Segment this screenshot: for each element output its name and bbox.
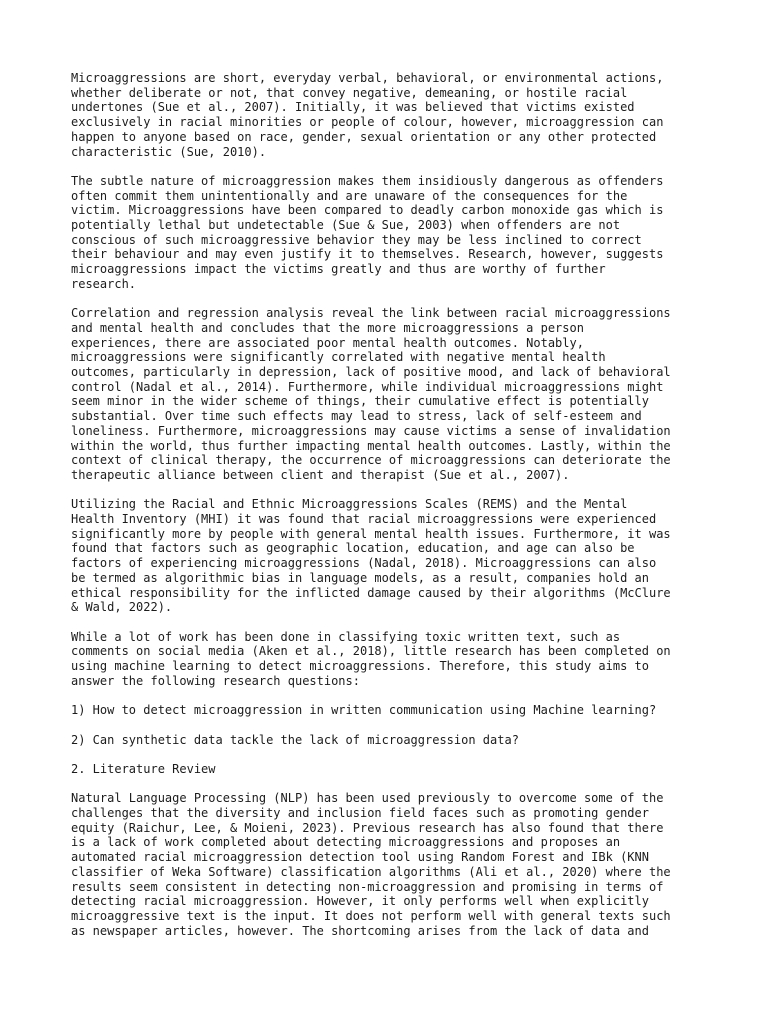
paragraph-study-aims: While a lot of work has been done in classifying toxic written text, such as comments on social media (Aken et al., 2018), little research has been completed on using machine learning to detect microaggressions. Therefore, this study aims to answer the following research questions: (71, 629, 671, 688)
paragraph-intro-definition: Microaggressions are short, everyday verbal, behavioral, or environmental actions, whether deliberate or not, that convey negative, demeaning, or hostile racial undertones (Sue et al., 2007). Initially, it was believed that victims existed exclusively in racial minorities or people of colour, however, microaggression can happen to anyone based on race, gender, sexual orientation or any other protected characteristic (Sue, 2010). (71, 71, 664, 159)
paragraph-mental-health-correlation: Correlation and regression analysis reveal the link between racial microaggressions and mental health and concludes that the more microaggressions a person experiences, there are associated poor mental health outcomes. Notably, microaggressions were significantly correlated with negative mental health outcomes, particularly in depression, lack of positive mood, and lack of behavioral control (Nadal et al., 2014). Furthermore, while individual microaggressions might seem minor in the wider scheme of things, their cumulative effect is potentially substantial. Over time such effects may lead to stress, lack of self-esteem and loneliness. Furthermore, microaggressions may cause victims a sense of invalidation within the world, thus further impacting mental health outcomes. Lastly, within the context of clinical therapy, the occurrence of microaggressions can deteriorate the therapeutic alliance between client and therapist (Sue et al., 2007). (71, 306, 671, 482)
paragraph-rems-mhi: Utilizing the Racial and Ethnic Microaggressions Scales (REMS) and the Mental Health Inventory (MHI) it was found that racial microaggressions were experienced significantly more by people with general mental health issues. Furthermore, it was found that factors such as geographic location, education, and age can also be factors of experiencing microaggressions (Nadal, 2018). Microaggressions can also be termed as algorithmic bias in language models, as a result, companies hold an ethical responsibility for the inflicted damage caused by their algorithms (McClure & Wald, 2022). (71, 497, 671, 615)
document-page (71, 71, 711, 953)
research-question-1: 1) How to detect microaggression in written communication using Machine learning? (71, 703, 657, 718)
paragraph-nlp-literature: Natural Language Processing (NLP) has been used previously to overcome some of the challenges that the diversity and inclusion field faces such as promoting gender equity (Raichur, Lee, & Moieni, 2023). Previous research has also found that there is a lack of work completed about detecting microaggressions and proposes an automated racial microaggression detection tool using Random Forest and IBk (KNN classifier of Weka Software) classification algorithms (Ali et al., 2020) where the results seem consistent in detecting non-microaggression and promising in terms of detecting racial microaggression. However, it only performs well when explicitly microaggressive text is the input. It does not perform well with general texts such as newspaper articles, however. The shortcoming arises from the lack of data and (71, 791, 671, 938)
paragraph-subtle-nature: The subtle nature of microaggression makes them insidiously dangerous as offenders often commit them unintentionally and are unaware of the consequences for the victim. Microaggressions have been compared to deadly carbon monoxide gas which is potentially lethal but undetectable (Sue & Sue, 2003) when offenders are not conscious of such microaggressive behavior they may be less inclined to correct their behaviour and may even justify it to themselves. Research, however, suggests microaggressions impact the victims greatly and thus are worthy of further research. (71, 173, 664, 291)
research-question-2: 2) Can synthetic data tackle the lack of microaggression data? (71, 732, 519, 747)
section-heading-literature-review: 2. Literature Review (71, 761, 216, 776)
